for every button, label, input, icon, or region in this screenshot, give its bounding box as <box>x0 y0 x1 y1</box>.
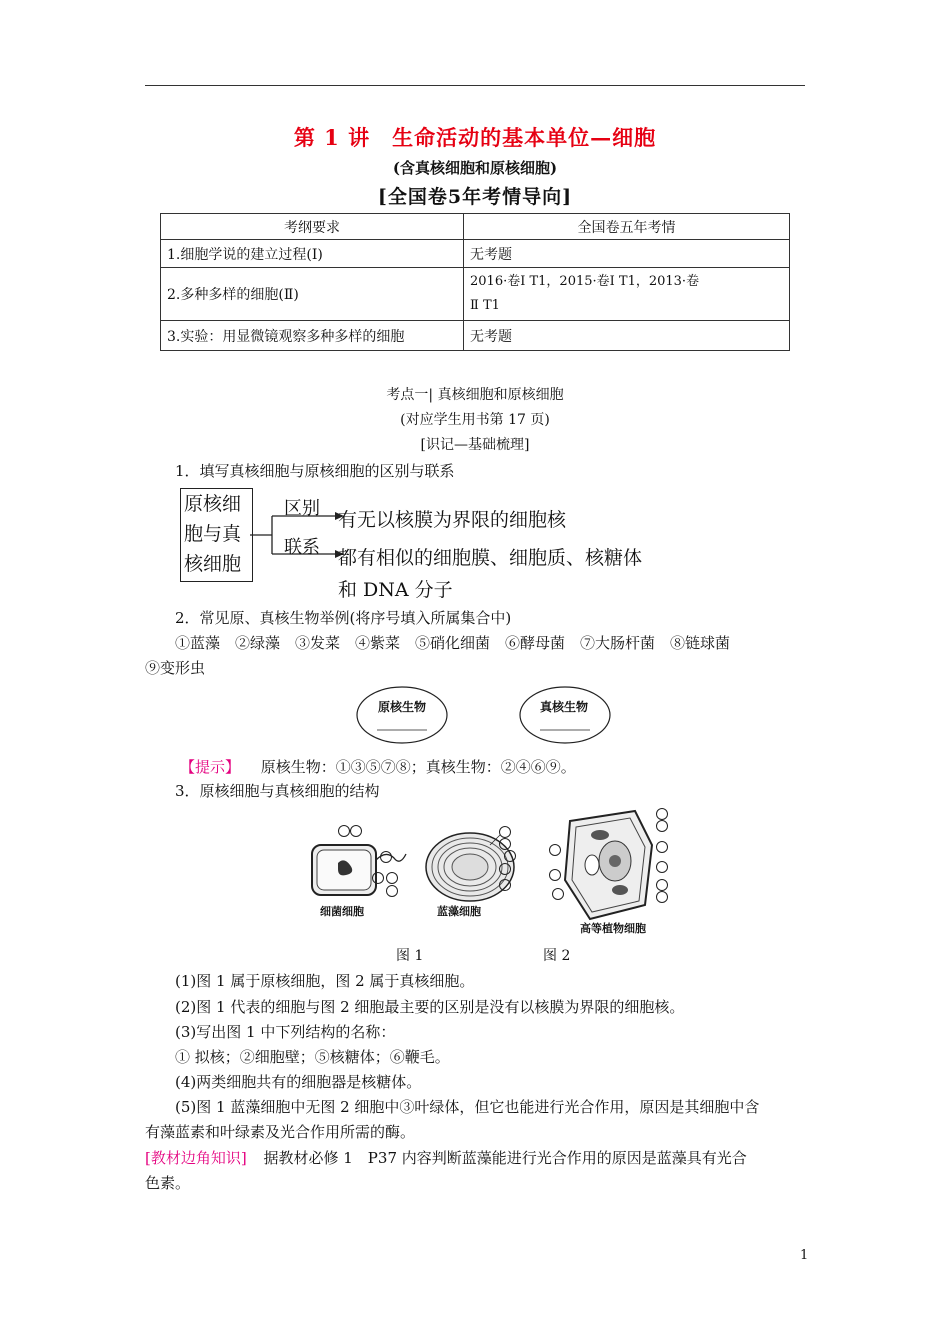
q3-text: 3．原核细胞与真核细胞的结构 <box>175 782 380 800</box>
fig2-caption: 图 2 <box>543 948 571 964</box>
q1-box-line: 核细胞 <box>184 553 242 575</box>
q3-p4: (4)两类细胞共有的细胞器是核糖体。 <box>175 1073 422 1091</box>
bacteria-cell-drawing <box>312 826 406 897</box>
table-cell: 无考题 <box>464 240 790 268</box>
section-tag: [识记—基础梳理] <box>420 437 530 453</box>
q1-box-line: 原核细 <box>184 493 242 515</box>
table-cell-line: 2016·卷Ⅰ T1，2015·卷Ⅰ T1，2013·卷 <box>470 274 700 289</box>
q3-p5b: 有藻蓝素和叶绿素及光合作用所需的酶。 <box>145 1123 416 1141</box>
q3-p2: (2)图 1 代表的细胞与图 2 细胞最主要的区别是没有以核膜为界限的细胞核。 <box>175 998 685 1016</box>
q2-sets <box>355 684 615 746</box>
table-cell <box>464 268 790 321</box>
table-cell: 3.实验：用显微镜观察多种多样的细胞 <box>161 321 464 351</box>
q3-p6 <box>145 1147 747 1168</box>
hint-text: 原核生物：①③⑤⑦⑧；真核生物：②④⑥⑨。 <box>260 758 576 776</box>
q2-items-2: ⑨变形虫 <box>145 659 206 677</box>
fig1-caption: 图 1 <box>396 948 424 964</box>
hint <box>180 756 576 777</box>
q1-diff-text <box>338 505 566 532</box>
table-cell-line: Ⅱ T1 <box>470 298 500 313</box>
q1-text: 1．填写真核细胞与原核细胞的区别与联系 <box>175 462 455 480</box>
q3-p3a: ① 拟核；②细胞壁；⑤核糖体；⑥鞭毛。 <box>175 1048 450 1066</box>
q1-diff-label: 区别 <box>284 498 320 519</box>
set-prokaryote: 原核生物 <box>378 700 427 714</box>
table-header: 考纲要求 <box>161 214 464 240</box>
q2-items: ①蓝藻 ②绿藻 ③发菜 ④紫菜 ⑤硝化细菌 ⑥酵母菌 ⑦大肠杆菌 ⑧链球菌 <box>175 634 731 652</box>
top-rule <box>145 85 805 86</box>
page-number: 1 <box>800 1248 809 1263</box>
q2-text: 2．常见原、真核生物举例(将序号填入所属集合中) <box>175 609 512 627</box>
table-header: 全国卷五年考情 <box>464 214 790 240</box>
label-plant: 高等植物细胞 <box>580 922 646 935</box>
hint-label: 【提示】 <box>180 758 241 776</box>
table-cell: 无考题 <box>464 321 790 351</box>
label-bacteria: 细菌细胞 <box>320 905 364 918</box>
table-cell: 2.多种多样的细胞(Ⅱ) <box>161 268 464 321</box>
page-subtitle: (含真核细胞和原核细胞) <box>392 159 558 177</box>
algae-cell-drawing <box>426 827 516 902</box>
table-cell: 1.细胞学说的建立过程(Ⅰ) <box>161 240 464 268</box>
q1-box <box>180 488 253 582</box>
q3-p6b: 色素。 <box>145 1174 191 1192</box>
plant-cell-drawing <box>550 809 668 920</box>
exam-requirements-table <box>160 213 790 351</box>
set-eukaryote: 真核生物 <box>540 700 589 714</box>
q1-link-text2: 和 DNA 分子 <box>338 579 453 601</box>
section-heading: 考点一| 真核细胞和原核细胞 <box>386 387 564 403</box>
q1-diff-text-content: 有无以核膜为界限的细胞核 <box>338 509 567 531</box>
q3-p3: (3)写出图 1 中下列结构的名称： <box>175 1023 396 1041</box>
q3-p1: (1)图 1 属于原核细胞，图 2 属于真核细胞。 <box>175 972 475 990</box>
q3-p5a: (5)图 1 蓝藻细胞中无图 2 细胞中③叶绿体，但它也能进行光合作用，原因是其细胞中含 <box>175 1098 760 1116</box>
section-ref: (对应学生用书第 17 页) <box>400 412 550 428</box>
textbook-note-text: 据教材必修 1 P37 内容判断蓝藻能进行光合作用的原因是蓝藻具有光合 <box>263 1149 747 1167</box>
q1-link-text: 都有相似的细胞膜、细胞质、核糖体 <box>338 547 643 569</box>
exam-banner: [全国卷5年考情导向] <box>377 186 573 208</box>
label-algae: 蓝藻细胞 <box>437 905 481 918</box>
q1-box-line: 胞与真 <box>184 523 242 545</box>
q1-link-label: 联系 <box>284 537 320 558</box>
page-title: 第 1 讲 生命活动的基本单位—细胞 <box>293 125 657 150</box>
textbook-note-label: [教材边角知识] <box>145 1149 247 1167</box>
